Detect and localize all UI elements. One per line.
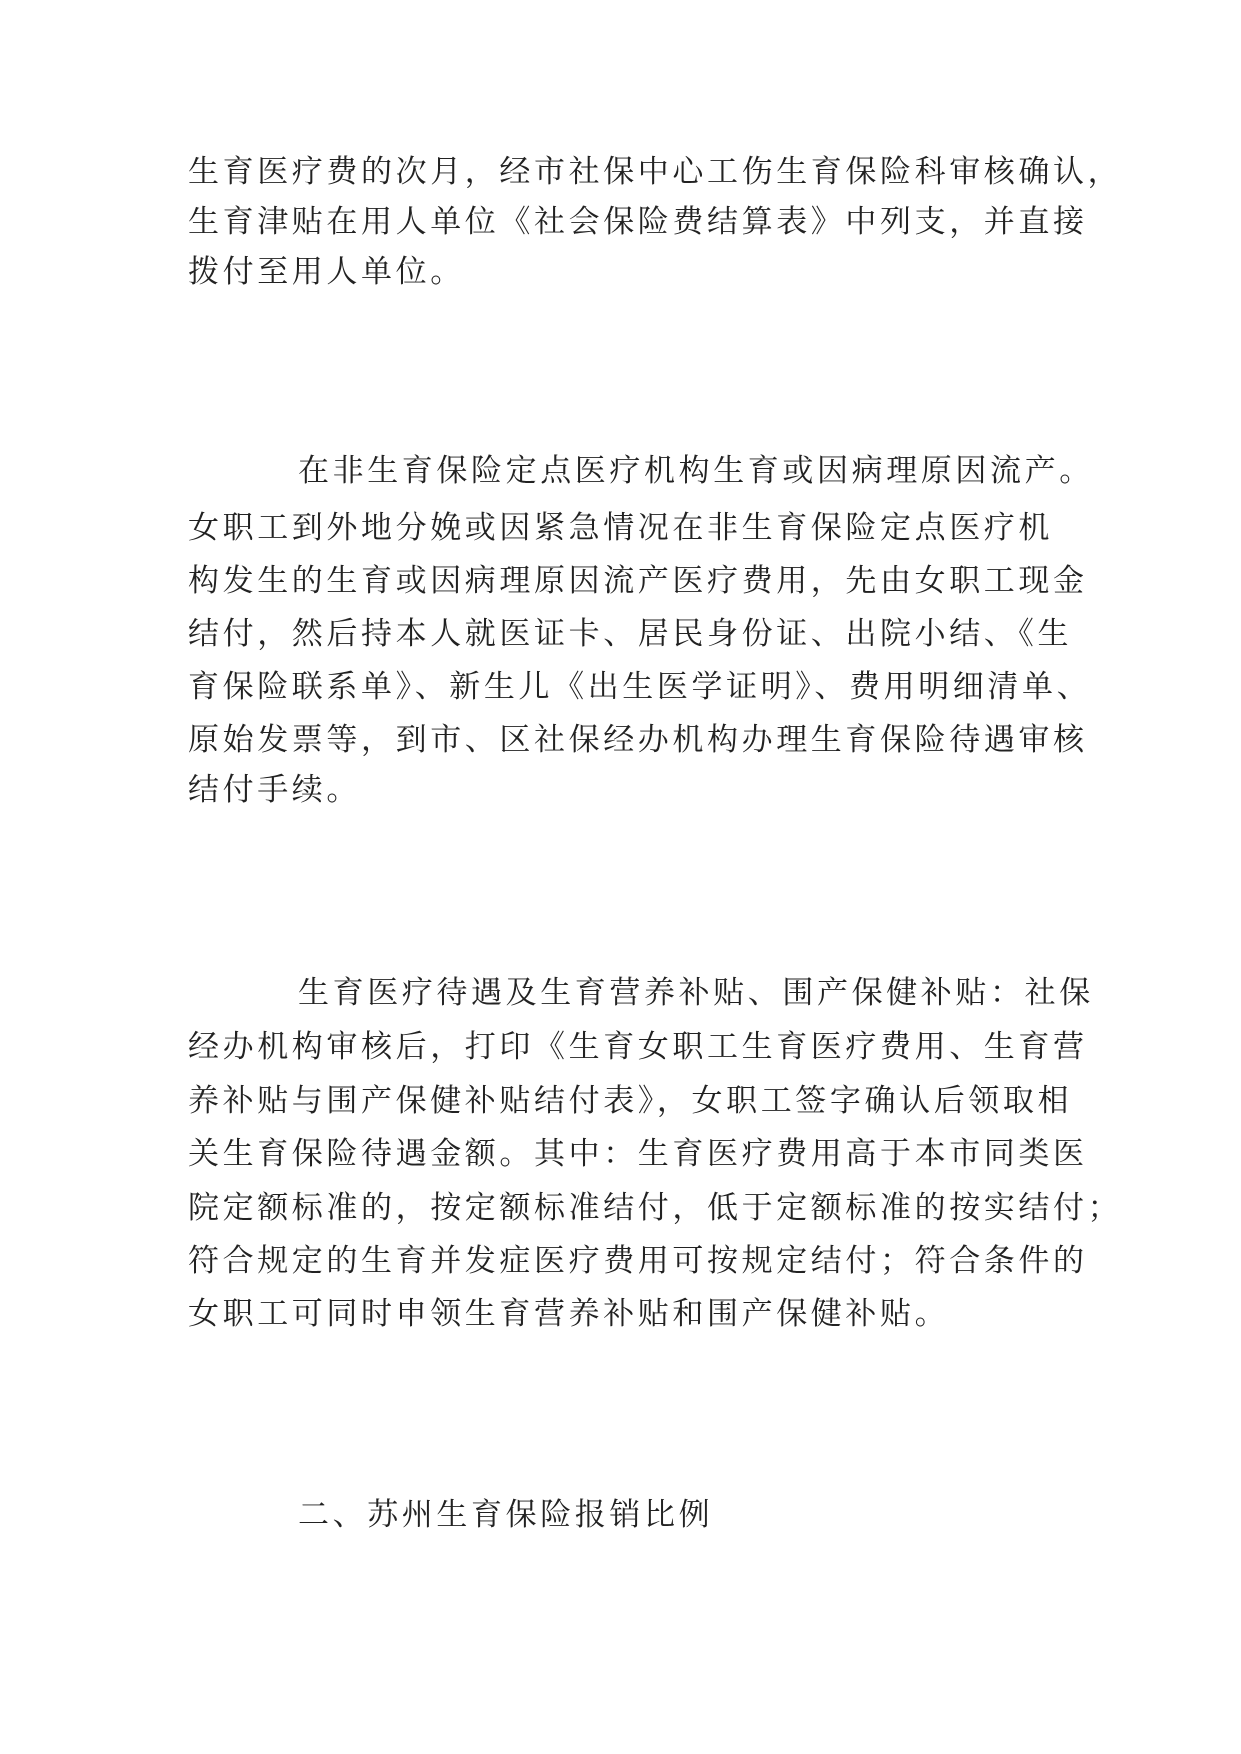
paragraph-1-line-1: 生育医疗费的次月，经市社保中心工伤生育保险科审核确认， <box>188 154 1123 190</box>
paragraph-2-line-6: 原始发票等，到市、区社保经办机构办理生育保险待遇审核 <box>188 722 1088 758</box>
paragraph-3-line-1: 生育医疗待遇及生育营养补贴、围产保健补贴：社保 <box>298 975 1094 1011</box>
paragraph-3-line-7: 女职工可同时申领生育营养补贴和围产保健补贴。 <box>188 1296 950 1332</box>
paragraph-2-line-4: 结付，然后持本人就医证卡、居民身份证、出院小结、《生 <box>188 616 1073 652</box>
paragraph-3-line-5: 院定额标准的，按定额标准结付，低于定额标准的按实结付； <box>188 1190 1123 1226</box>
paragraph-3-line-3: 养补贴与围产保健补贴结付表》，女职工签字确认后领取相 <box>188 1083 1073 1119</box>
paragraph-3-line-2: 经办机构审核后，打印《生育女职工生育医疗费用、生育营 <box>188 1029 1088 1065</box>
paragraph-2-line-3: 构发生的生育或因病理原因流产医疗费用，先由女职工现金 <box>188 563 1088 599</box>
paragraph-2-line-5: 育保险联系单》、新生儿《出生医学证明》、费用明细清单、 <box>188 669 1092 705</box>
paragraph-1-line-3: 拨付至用人单位。 <box>188 254 465 290</box>
paragraph-2-line-2: 女职工到外地分娩或因紧急情况在非生育保险定点医疗机 <box>188 510 1053 546</box>
paragraph-3-line-4: 关生育保险待遇金额。其中：生育医疗费用高于本市同类医 <box>188 1136 1088 1172</box>
paragraph-2-line-7: 结付手续。 <box>188 772 361 808</box>
paragraph-2-line-1: 在非生育保险定点医疗机构生育或因病理原因流产。 <box>298 453 1094 489</box>
section-heading: 二、苏州生育保险报销比例 <box>298 1497 714 1533</box>
paragraph-3-line-6: 符合规定的生育并发症医疗费用可按规定结付；符合条件的 <box>188 1243 1088 1279</box>
paragraph-1-line-2: 生育津贴在用人单位《社会保险费结算表》中列支，并直接 <box>188 204 1088 240</box>
